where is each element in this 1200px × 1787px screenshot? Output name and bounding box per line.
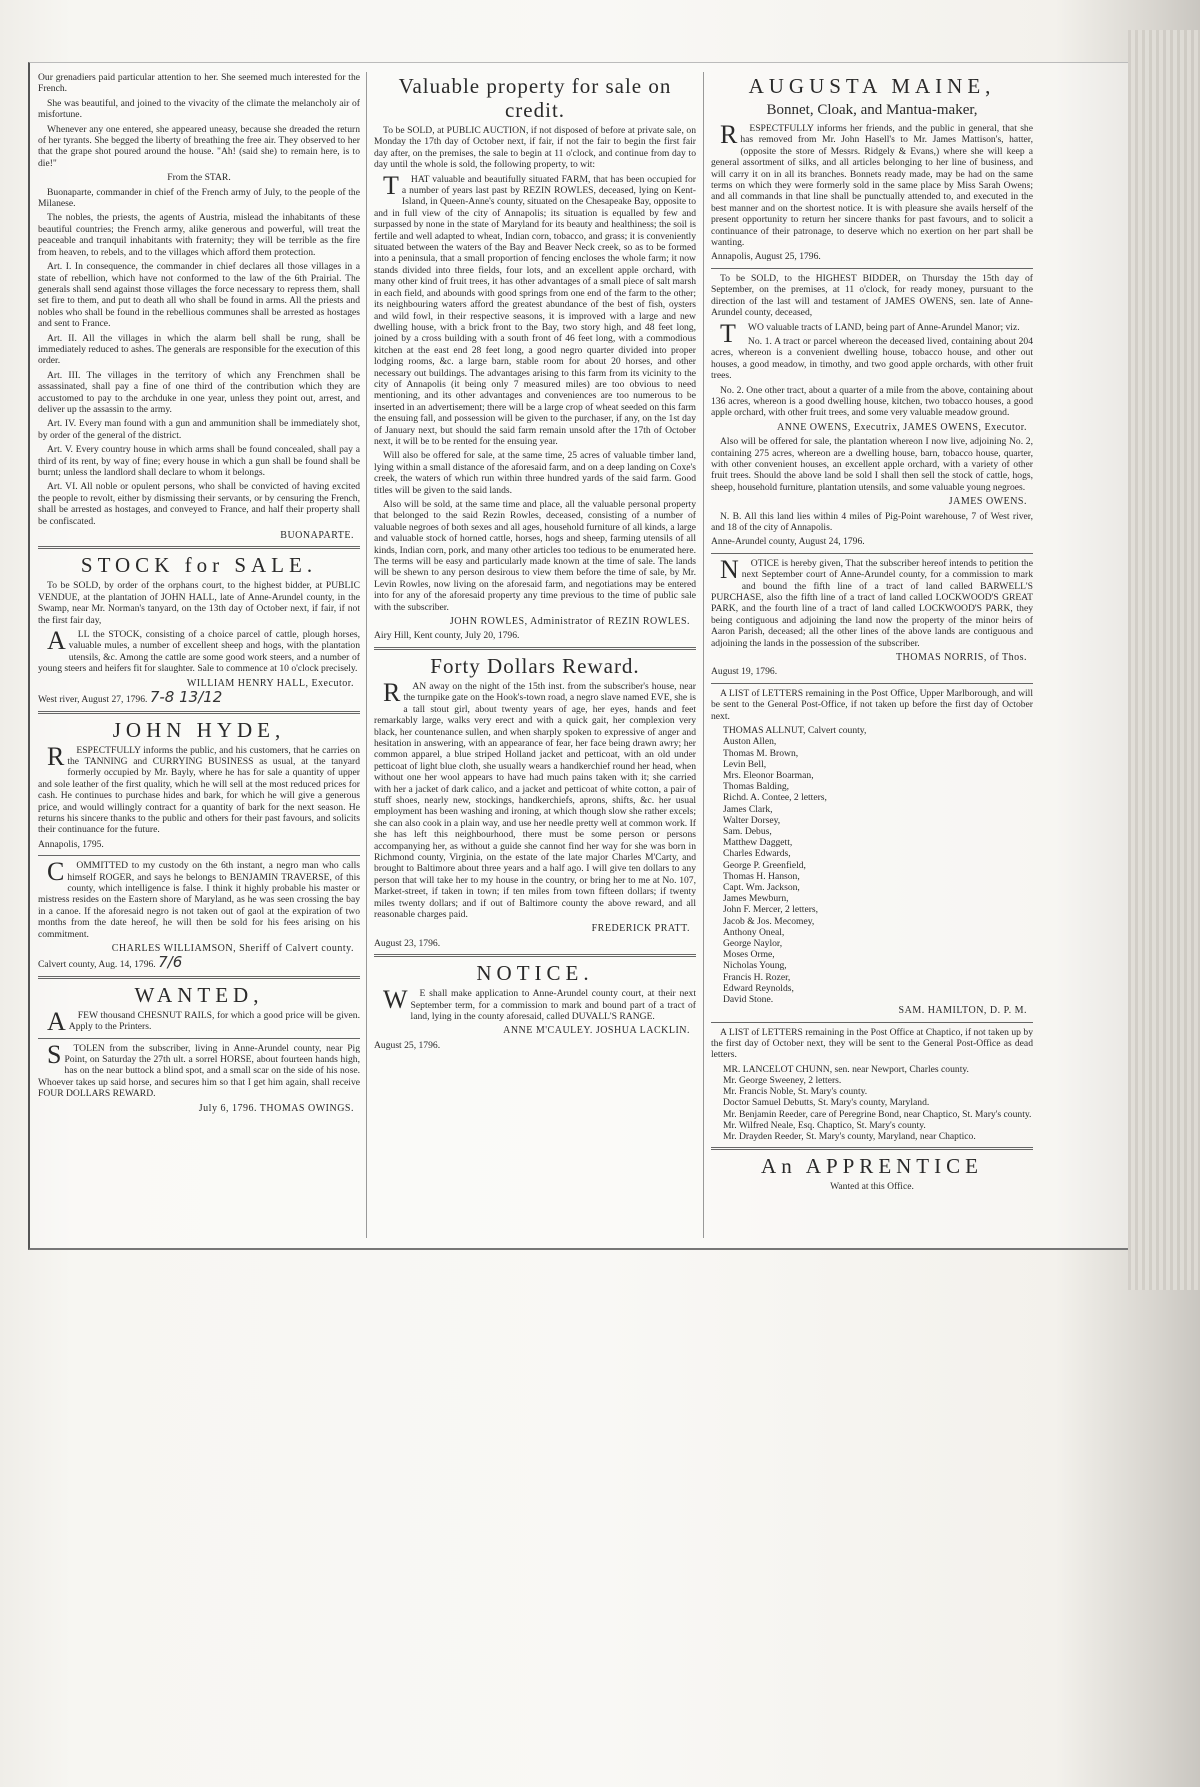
divider: [38, 855, 360, 856]
divider: [374, 647, 696, 650]
list-item: Nicholas Young,: [723, 960, 787, 972]
list-item: Anthony Oneal,: [723, 926, 785, 938]
ad-paragraph: COMMITTED to my custody on the 6th instant, a negro man who calls himself ROGER, and says he belongs to BENJAMIN TRAVERSE, of this county, which intelligence is false. I think it highly probable his master or mistress resides on the Eastern shore of Maryland, as he was seen crossing the bay in a canoe. If the aforesaid negro is not taken out of gaol at the expiration of two months from the date hereof, he will then be sold for his fees arising on his commitment.: [38, 857, 360, 940]
ad-paragraph: WE shall make application to Anne-Arundel county court, at their next September term, for a commission to mark and bound part of a tract of land, lying in the county aforesaid, called DUVALL'S RANGE.: [383, 985, 696, 1023]
dateline: Annapolis, 1795.: [38, 838, 104, 850]
article: Art. III. The villages in the territory of which any Frenchmen shall be assassinated, shall pay a fine of one third of the contribution which they are accustomed to pay to the archduke in one year, unless they point out, arrest, and deliver up the assassin to the army.: [38, 369, 360, 415]
handwritten-note: 7/6: [158, 953, 183, 972]
divider: [711, 553, 1033, 554]
letter-list: [723, 1064, 1033, 1142]
signature: ANNE M'CAULEY. JOSHUA LACKLIN.: [503, 1025, 690, 1037]
column-rule: [366, 72, 367, 1238]
list-item: Mrs. Eleonor Boarman,: [723, 769, 814, 781]
dateline: August 25, 1796.: [374, 1039, 441, 1051]
list-item: Thomas M. Brown,: [723, 747, 799, 759]
ad-paragraph: TWO valuable tracts of LAND, being part of Anne-Arundel Manor; viz.: [720, 318, 1020, 348]
column-rule: [703, 72, 704, 1238]
list-item: James Clark,: [723, 803, 773, 815]
list-item: George P. Greenfield,: [723, 859, 806, 871]
ad-subtitle: Bonnet, Cloak, and Mantua-maker,: [766, 102, 978, 118]
lead-paragraph: Whenever any one entered, she appeared uneasy, because she dreaded the return of her tyrants. She begged the liberty of breathing the free air. They observed to her that the grape shot poured around the house. "Ah! (said she) to remain here, is to die!": [38, 123, 360, 169]
ad-paragraph: A LIST of LETTERS remaining in the Post Office, Upper Marlborough, and will be sent to the General Post-Office, if not taken up before the first day of October next.: [711, 687, 1033, 722]
list-item: Richd. A. Contee, 2 letters,: [723, 792, 827, 804]
list-item: Francis H. Rozer,: [723, 971, 791, 983]
signature: BUONAPARTE.: [280, 530, 354, 542]
proclamation-body: The nobles, the priests, the agents of Austria, mislead the inhabitants of these beautiful countries; the French army, alike generous and powerful, will treat the peaceable and tranquil inhabitants with fraternity; they will be terrible as the fire from heaven, to rebels, and to the villages which afford them protection.: [38, 212, 360, 258]
list-item: Doctor Samuel Debutts, St. Mary's county, Maryland.: [723, 1097, 930, 1109]
list-item: Thomas H. Hanson,: [723, 870, 800, 882]
ad-paragraph: RESPECTFULLY informs her friends, and the public in general, that she has removed from Mr. John Hasell's to Mr. James Mattison's, hatter, (opposite the store of Messrs. Ridgely & Evans,) where she will keep a general assortment of silks, and all articles belonging to her line of business, and will carry it on in all its branches. Bonnets ready made, may be had on the same terms on which they were formerly sold in the same place by Miss Sarah Owens; and all commands in that line shall be punctually attended to, and executed in the best manner and on the shortest notice. It is with pleasure she avails herself of the present opportunity to return her sincere thanks for past favours, and to solicit a continuance of their patronage, to deserve which no exertion on her part shall be wanting.: [711, 120, 1033, 249]
ad-paragraph: To be SOLD, at PUBLIC AUCTION, if not disposed of before at private sale, on Monday the 17th day of October next, if fair, if not the fair to begin the first fair day after, on the premises, the sale to begin at 11 o'clock, and continue from day to day until the whole is sold, the following property, to wit:: [374, 125, 696, 171]
signature: ANNE OWENS, Executrix, JAMES OWENS, Executor.: [777, 421, 1027, 433]
ad-title: JOHN HYDE,: [112, 717, 286, 742]
ad-paragraph: THAT valuable and beautifully situated FARM, that has been occupied for a number of years last past by REZIN ROWLES, deceased, lying on Kent-Island, in Queen-Anne's county, situated on the Chesapeake Bay, opposite to and in full view of the city of Annapolis; its situation is equalled by few and surpassed by none in the state of Maryland for its beauty and healthiness; the soil is fertile and well adapted to wheat, Indian corn, tobacco, and grass; it is conveniently situated between the waters of the Bay and Beaver Neck creek, so as to be formed into a peninsula, that a small proportion of fencing encloses the whole farm; it now stands divided into three fields, four lots, and an excellent apple orchard, with many other kind of fruit trees, it has other advantages of a small piece of salt marsh in each field, and abounds with good springs from one end of the farm to the other; its neighbouring waters afford the greatest abundance of the best of fish, oysters and wild fowl, in their respective seasons, it is improved with a large and new dwelling house, with a brick front to the Bay, two story high, and 48 feet long, joined by a cross building with a south front of 46 feet long, with a commodious kitchen at the east end 28 feet long, a good negro quarter divided into proper lodging rooms, &c. a large barn, stable room for about 20 horses, and other necessary out buildings. The advantages arising to this farm from its vicinity to the city of Annapolis (it being only 7 measured miles) are too obvious to need mentioning, and its other advantages and conveniences are too numerous to be inserted in an advertisement; there will be a large crop of wheat seeded on this farm the ensuing fall, and possession will be given to the purchaser, if any, on the 1st day of January next, but should the said farm remain unsold after the 17th of October next, it will be to be rented for the ensuing year.: [374, 170, 696, 447]
ad-paragraph: RAN away on the night of the 15th inst. from the subscriber's house, near the turnpike gate on the Hook's-town road, a negro slave named EVE, she is a tall stout girl, about twenty years of age, her eyes, hands and feet remarkably large, walks very erect and with a quick gait, her complexion very black, her countenance sullen, and when sharply spoken to expressive of anger and hesitation in answering, with an appearance of fear, her face being drawn awry; her common apparel, a blue striped Holland jacket and petticoat, with an old under petticoat of light blue cloth, she usually wears a handkerchief round her head, when without one her wool appears to have had much pains taken with it; she carried with her a jacket of dark calico, and a jacket and petticoat of white cotton, a pair of stuff shoes, nearly new, stockings, handkerchiefs, aprons, shifts, &c. her usual employment has been washing and ironing, at which though slow she rather excels; she can also cook in a plain way, and use her needle pretty well at common work. If she has left this neighbourhood, there must be some person or persons accompanying her, as without a guide she cannot find her way for she was born in Richmond county, Virginia, on the estate of the late major Charles M'Carty, and brought to Baltimore about three years and a half ago. I will give ten dollars to any person that will take her to my house in the country, or bring her to me at No. 107, Market-street, if taken in town; if ten miles from town fifteen dollars; if twenty miles twenty dollars; and if out of Baltimore county the above reward, and all reasonable charges paid.: [374, 677, 696, 920]
divider: [711, 683, 1033, 684]
signature: WILLIAM HENRY HALL, Executor.: [186, 677, 354, 689]
signature: THOMAS NORRIS, of Thos.: [895, 652, 1027, 664]
letter-list: [723, 725, 1033, 1005]
article: Art. I. In consequence, the commander in chief declares all those villages in a state of rebellion, which have not conformed to the law of the 6th Prairial. The generals shall send against those villages the force necessary to repress them, shall set fire to them, and put to death all who shall be found in arms. All the priests and nobles who shall be found in the rebellious communes shall be arrested as hostages and sent to France.: [38, 261, 360, 330]
list-item: Walter Dorsey,: [723, 814, 781, 826]
divider: [38, 976, 360, 979]
list-item: John F. Mercer, 2 letters,: [723, 904, 819, 916]
column-middle: [374, 72, 696, 1238]
ad-subtitle: Wanted at this Office.: [830, 1181, 914, 1193]
list-item: Capt. Wm. Jackson,: [723, 881, 800, 893]
list-item: MR. LANCELOT CHUNN, sen. near Newport, Charles county.: [723, 1063, 969, 1075]
ad-paragraph: Also will be sold, at the same time and place, all the valuable personal property that belonged to the said Rezin Rowles, deceased, consisting of a number of valuable negroes of both sexes and all ages, household furniture of all kinds, a large and valuable stock of horned cattle, horses, hogs and sheep, farming utensils of all kinds, Indian corn, pork, and many other articles too tedious to be enumerated here. The terms will be easy and particularly made known at the time of sale. The lands will be shewn to any person desirous to view them before the time of sale, by Mr. Levin Rowles, now living on the aforesaid farm, and negotiations may be entered into for any of the aforesaid property any time previous to the time of public sale with the subscriber.: [374, 499, 696, 613]
list-item: Mr. Drayden Reeder, St. Mary's county, Maryland, near Chaptico.: [723, 1131, 976, 1143]
list-item: Levin Bell,: [723, 758, 767, 770]
lead-paragraph: She was beautiful, and joined to the vivacity of the climate the melancholy air of misfortune.: [38, 97, 360, 121]
list-item: THOMAS ALLNUT, Calvert county,: [723, 725, 867, 737]
divider: [38, 711, 360, 714]
source-line: From the STAR.: [167, 172, 231, 184]
divider: [711, 1022, 1033, 1023]
ad-title: An APPRENTICE: [761, 1154, 983, 1179]
list-item: Mr. Francis Noble, St. Mary's county.: [723, 1086, 868, 1098]
ad-paragraph: AFEW thousand CHESNUT RAILS, for which a good price will be given. Apply to the Printers.: [47, 1006, 360, 1036]
handwritten-note: 7-8 13/12: [149, 688, 223, 707]
list-item: Jacob & Jos. Mecomey,: [723, 915, 815, 927]
list-item: Auston Allen,: [723, 736, 777, 748]
ad-paragraph: No. 1. A tract or parcel whereon the deceased lived, containing about 204 acres, whereon is a convenient dwelling house, tobacco house, and other out houses, a good meadow, in timothy, and two good apple orchards, with other fruit trees.: [711, 335, 1033, 382]
article: Art. V. Every country house in which arms shall be found concealed, shall pay a third of its rent, by way of fine; every house in which a gun shall be found shall be burnt; unless the landlord shall declare to whom it belongs.: [38, 444, 360, 478]
ad-paragraph: No. 2. One other tract, about a quarter of a mile from the above, containing about 136 acres, whereon is a good dwelling house, kitchen, two tobacco houses, a good apple orchard, with other fruit trees, and some very valuable meadow ground.: [711, 384, 1033, 419]
list-item: James Mewburn,: [723, 893, 789, 905]
signature: CHARLES WILLIAMSON, Sheriff of Calvert county.: [111, 943, 354, 954]
list-item: Charles Edwards,: [723, 848, 791, 860]
article: Art. VI. All noble or opulent persons, who shall be convicted of having excited the people to revolt, either by dismissing their servants, or by censuring the French, shall be arrested as hostages, and conveyed to France, and half their property shall be confiscated.: [38, 481, 360, 527]
ad-paragraph: N. B. All this land lies within 4 miles of Pig-Point warehouse, 7 of West river, and 18 of the city of Annapolis.: [711, 510, 1033, 533]
dateline: [38, 953, 360, 972]
dateline: August 23, 1796.: [374, 937, 441, 949]
list-item: Matthew Daggett,: [723, 837, 793, 849]
dateline: Airy Hill, Kent county, July 20, 1796.: [374, 630, 520, 642]
list-item: Edward Reynolds,: [723, 982, 794, 994]
signature: FREDERICK PRATT.: [591, 923, 690, 935]
ad-title: NOTICE.: [476, 961, 594, 986]
lead-paragraph: Our grenadiers paid particular attention to her. She seemed much interested for the French.: [38, 72, 360, 95]
ad-title: AUGUSTA MAINE,: [748, 74, 996, 98]
date-text: West river, August 27, 1796.: [38, 694, 148, 706]
divider: [711, 1147, 1033, 1150]
divider: [711, 268, 1033, 269]
dateline: [38, 688, 360, 707]
article: Art. IV. Every man found with a gun and ammunition shall be immediately shot, by order of the general of the district.: [38, 418, 360, 441]
list-item: Thomas Balding,: [723, 781, 790, 793]
dateline: Annapolis, August 25, 1796.: [711, 251, 821, 263]
ad-title: WANTED,: [134, 982, 264, 1007]
ad-paragraph: NOTICE is hereby given, That the subscriber hereof intends to petition the next September court of Anne-Arundel county, for a commission to mark and bound the fifth line of a tract of land called BARWELL'S PURCHASE, also the fifth line of a tract of land called LOCKWOOD'S GREAT PARK, and the fourth line of a tract of land called LOCKWOOD'S PARK, they being contiguous and adjoining the land now the property of the minor heirs of Aaron Parish, deceased; all the other lines of the above lands are contiguous and adjoining the lands in the possession of the subscriber.: [711, 554, 1033, 649]
divider: [38, 546, 360, 549]
signature: SAM. HAMILTON, D. P. M.: [898, 1005, 1027, 1017]
ad-title: Forty Dollars Reward.: [430, 653, 640, 678]
date-text: Calvert county, Aug. 14, 1796.: [38, 959, 156, 971]
ad-title: Valuable property for sale on credit.: [398, 74, 672, 122]
list-item: George Naylor,: [723, 937, 783, 949]
ad-paragraph: To be SOLD, to the HIGHEST BIDDER, on Thursday the 15th day of September, on the premises, at 11 o'clock, for ready money, pursuant to the direction of the last will and testament of JAMES OWENS, sen. late of Anne-Arundel county, deceased,: [711, 272, 1033, 319]
ad-paragraph: RESPECTFULLY informs the public, and his customers, that he carries on the TANNING and CURRYING BUSINESS as usual, at the tanyard formerly occupied by Mr. Bayly, where he has for sale a quantity of upper and sole leather of the first quality, which he will sell at the most reduced prices for cash. He continues to purchase hides and bark, for which he will give a generous price, and would willingly contract for a quantity of bark for the next season. He returns his sincere thanks to the public and others for their past favours, and solicits their continuance for the future.: [38, 741, 360, 836]
list-item: David Stone.: [723, 993, 774, 1005]
signature: JAMES OWENS.: [948, 496, 1027, 508]
list-item: Moses Orme,: [723, 949, 775, 961]
divider: [38, 1038, 360, 1039]
ad-paragraph: A LIST of LETTERS remaining in the Post Office at Chaptico, if not taken up by the first day of October next, they will be sent to the General Post-Office as dead letters.: [711, 1026, 1033, 1061]
proclamation-intro: Buonaparte, commander in chief of the French army of July, to the people of the Milanese.: [38, 186, 360, 210]
ad-paragraph: ALL the STOCK, consisting of a choice parcel of cattle, plough horses, valuable mules, a number of excellent sheep and hogs, with the plantation utensils, &c. Among the cattle are some good work steers, and a number of young steers and heifers fit for slaughter. Sale to commence at 10 o'clock precisely.: [38, 626, 360, 675]
article: Art. II. All the villages in which the alarm bell shall be rung, shall be immediately reduced to ashes. The generals are responsible for the execution of this order.: [38, 332, 360, 367]
signature: July 6, 1796. THOMAS OWINGS.: [198, 1102, 354, 1114]
ad-title: STOCK for SALE.: [80, 553, 318, 578]
dateline: Anne-Arundel county, August 24, 1796.: [711, 536, 865, 548]
list-item: Mr. George Sweeney, 2 letters.: [723, 1075, 842, 1086]
dateline: August 19, 1796.: [711, 666, 778, 678]
page-edge: [1128, 30, 1200, 1290]
divider: [374, 954, 696, 957]
ad-paragraph: Will also be offered for sale, at the same time, 25 acres of valuable timber land, lying within a small distance of the aforesaid farm, and on a deep landing on Coxe's creek, the waters of which run within three hundred yards of the said farm. Good titles will be given to the said lands.: [374, 450, 696, 496]
list-item: Sam. Debus,: [723, 825, 772, 837]
list-item: Mr. Wilfred Neale, Esq. Chaptico, St. Mary's county.: [723, 1119, 926, 1131]
column-left: [38, 72, 360, 1238]
ad-paragraph: STOLEN from the subscriber, living in Anne-Arundel county, near Pig Point, on Saturday the 27th ult. a sorrel HORSE, about fourteen hands high, has on the near buttock a blind spot, and a small scar on the side of his nose. Whoever takes up said horse, and secures him so that I get him again, shall receive FOUR DOLLARS REWARD.: [38, 1039, 360, 1100]
signature: JOHN ROWLES, Administrator of REZIN ROWLES.: [449, 616, 690, 628]
ad-paragraph: Also will be offered for sale, the plantation whereon I now live, adjoining No. 2, containing 275 acres, whereon are a dwelling house, barn, tobacco house, quarter, with other convenient houses, an excellent apple orchard, with a variety of other fruit trees. Should the above land be sold I shall then sell the stock of cattle, hogs, sheep, household furniture, plantation utensils, and some valuable young negroes.: [711, 436, 1033, 493]
ad-paragraph: To be SOLD, by order of the orphans court, to the highest bidder, at PUBLIC VENDUE, at the plantation of JOHN HALL, late of Anne-Arundel county, in the Swamp, near Mr. Norman's tanyard, on the 13th day of October next, if fair, if not the first fair day,: [38, 580, 360, 626]
column-right: [711, 72, 1033, 1238]
list-item: Mr. Benjamin Reeder, care of Peregrine Bond, near Chaptico, St. Mary's county.: [723, 1108, 1032, 1120]
